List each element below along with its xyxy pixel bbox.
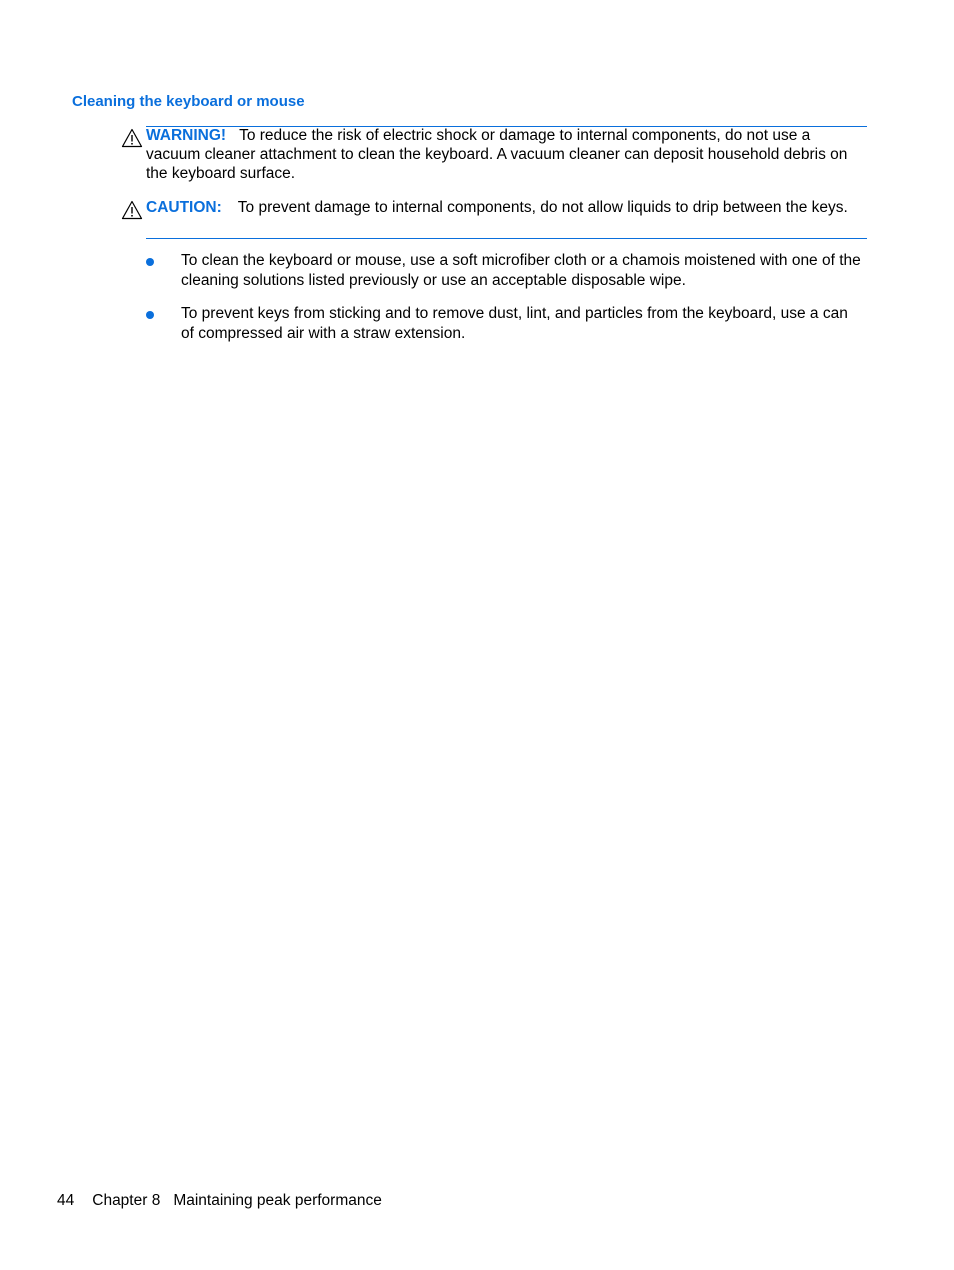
list-item — [145, 251, 865, 291]
caution-text: To prevent damage to internal components, do not allow liquids to drip between the keys. — [237, 199, 848, 216]
list-item-text: To clean the keyboard or mouse, use a soft microfiber cloth or a chamois moistened with one of the cleaning solutions listed previously or use an acceptable disposable wipe. — [181, 252, 861, 289]
caution-triangle-icon — [121, 200, 143, 220]
page-number: 44 — [57, 1192, 75, 1209]
warning-label: WARNING! — [146, 127, 227, 144]
caution-notice — [146, 198, 866, 217]
section-title: Cleaning the keyboard or mouse — [72, 93, 305, 110]
bullet-icon — [146, 258, 154, 266]
bullet-list — [145, 251, 865, 357]
list-item-text: To prevent keys from sticking and to remove dust, lint, and particles from the keyboard, use a can of compressed air with a straw extension. — [181, 305, 848, 342]
notice-bottom-rule — [146, 238, 867, 239]
list-item — [145, 304, 865, 344]
warning-text: To reduce the risk of electric shock or damage to internal components, do not use a vacuum cleaner attachment to clean the keyboard. A vacuum cleaner can deposit household debris on the keyboard surface. — [146, 127, 848, 182]
caution-label: CAUTION: — [146, 199, 222, 216]
warning-triangle-icon — [121, 128, 143, 148]
bullet-icon — [146, 311, 154, 319]
warning-notice — [146, 126, 866, 183]
page-footer — [57, 1192, 382, 1210]
chapter-label: Chapter 8 — [92, 1192, 161, 1209]
chapter-title: Maintaining peak performance — [173, 1192, 382, 1209]
